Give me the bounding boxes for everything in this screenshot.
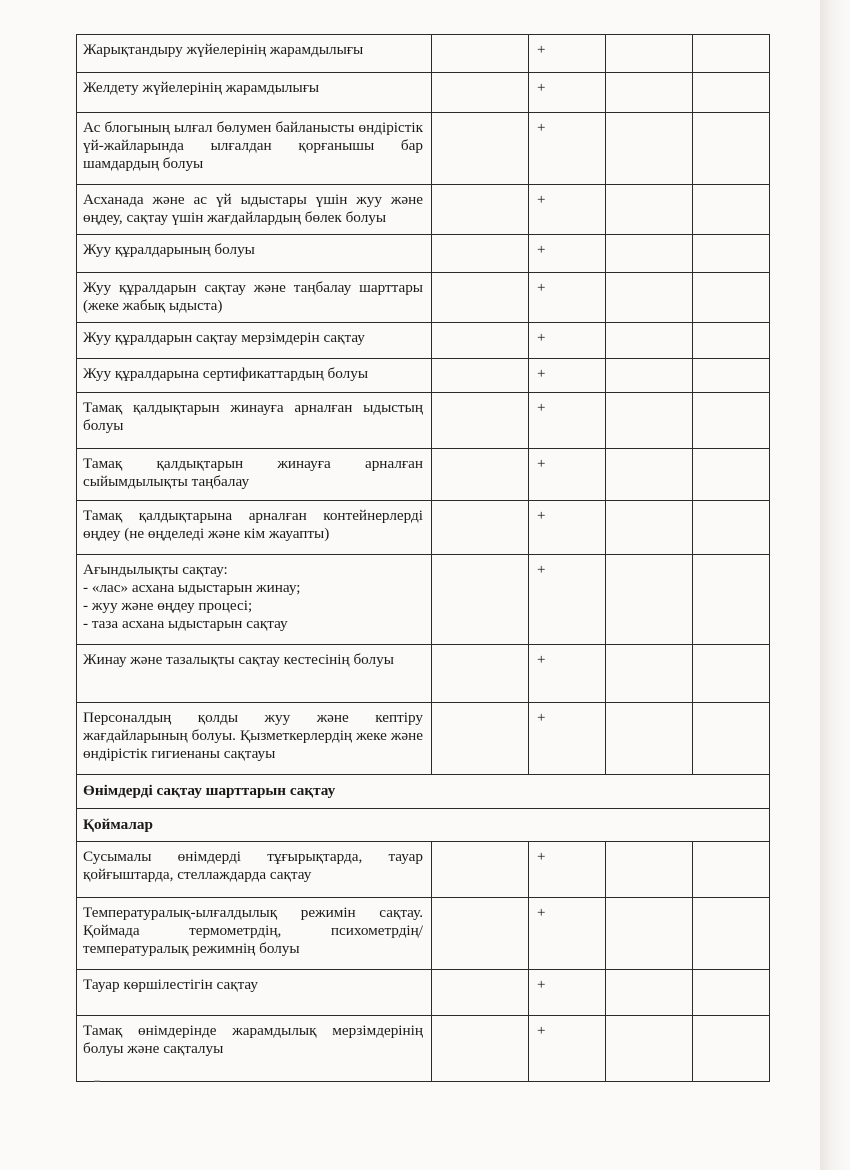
table-row (77, 273, 770, 323)
criterion-cell: Желдету жүйелерінің жарамдылығы (77, 73, 432, 113)
table-row (77, 842, 770, 898)
mark-cell (432, 323, 529, 359)
criterion-cell: Тамақ қалдықтарын жинауға арналған сыйымдылықты таңбалау (77, 449, 432, 501)
plus-mark: + (537, 120, 546, 136)
table-row (77, 1016, 770, 1082)
mark-cell (693, 1016, 770, 1082)
table-row (77, 185, 770, 235)
mark-cell (693, 970, 770, 1016)
plus-mark: + (537, 80, 546, 96)
table-row (77, 703, 770, 775)
mark-cell (529, 898, 606, 970)
mark-cell (529, 555, 606, 645)
section-row (77, 809, 770, 842)
plus-mark: + (537, 242, 546, 258)
criterion-cell (77, 555, 432, 645)
criterion-cell: Тамақ қалдықтарын жинауға арналған ыдыстың болуы (77, 393, 432, 449)
criterion-cell: Жуу құралдарының болуы (77, 235, 432, 273)
criterion-cell: Сусымалы өнімдерді тұғырықтарда, тауар қойғыштарда, стеллаждарда сақтау (77, 842, 432, 898)
mark-cell (693, 113, 770, 185)
mark-cell (606, 235, 693, 273)
scan-artifact (94, 1080, 100, 1082)
table-row (77, 323, 770, 359)
criterion-line: Ағындылықты сақтау: (83, 561, 228, 578)
table-row (77, 555, 770, 645)
mark-cell (529, 1016, 606, 1082)
plus-mark: + (537, 330, 546, 346)
mark-cell (693, 842, 770, 898)
mark-cell (606, 73, 693, 113)
plus-mark: + (537, 366, 546, 382)
mark-cell (432, 898, 529, 970)
mark-cell (432, 73, 529, 113)
mark-cell (693, 703, 770, 775)
criterion-cell: Жуу құралдарын сақтау және таңбалау шарттары (жеке жабық ыдыста) (77, 273, 432, 323)
mark-cell (606, 501, 693, 555)
plus-mark: + (537, 652, 546, 668)
mark-cell (529, 235, 606, 273)
mark-cell (529, 842, 606, 898)
mark-cell (693, 555, 770, 645)
mark-cell (529, 970, 606, 1016)
mark-cell (432, 842, 529, 898)
mark-cell (606, 703, 693, 775)
mark-cell (606, 323, 693, 359)
criterion-cell: Асханада және ас үй ыдыстары үшін жуу және өңдеу, сақтау үшін жағдайлардың бөлек болуы (77, 185, 432, 235)
table-row (77, 393, 770, 449)
plus-mark: + (537, 192, 546, 208)
mark-cell (606, 1016, 693, 1082)
mark-cell (693, 359, 770, 393)
mark-cell (529, 323, 606, 359)
plus-mark: + (537, 905, 546, 921)
criterion-cell: Жуу құралдарына сертификаттардың болуы (77, 359, 432, 393)
mark-cell (693, 449, 770, 501)
mark-cell (432, 185, 529, 235)
mark-cell (529, 501, 606, 555)
criterion-cell: Жинау және тазалықты сақтау кестесінің болуы (77, 645, 432, 703)
criterion-cell: Ас блогының ылғал бөлумен байланысты өндірістік үй-жайларында ылғалдан қорғанышы бар шамдардың болуы (77, 113, 432, 185)
mark-cell (606, 359, 693, 393)
mark-cell (529, 113, 606, 185)
mark-cell (432, 235, 529, 273)
mark-cell (432, 273, 529, 323)
mark-cell (606, 185, 693, 235)
mark-cell (432, 1016, 529, 1082)
mark-cell (606, 449, 693, 501)
mark-cell (606, 393, 693, 449)
mark-cell (693, 235, 770, 273)
mark-cell (432, 449, 529, 501)
mark-cell (432, 501, 529, 555)
mark-cell (606, 645, 693, 703)
plus-mark: + (537, 710, 546, 726)
mark-cell (529, 645, 606, 703)
plus-mark: + (537, 400, 546, 416)
criterion-cell: Тауар көршілестігін сақтау (77, 970, 432, 1016)
plus-mark: + (537, 977, 546, 993)
mark-cell (693, 73, 770, 113)
plus-mark: + (537, 280, 546, 296)
criterion-line: - жуу және өңдеу процесі; (83, 597, 253, 614)
plus-mark: + (537, 456, 546, 472)
mark-cell (606, 842, 693, 898)
mark-cell (693, 393, 770, 449)
mark-cell (432, 970, 529, 1016)
mark-cell (529, 703, 606, 775)
plus-mark: + (537, 562, 546, 578)
mark-cell (529, 393, 606, 449)
section-row (77, 775, 770, 809)
mark-cell (432, 645, 529, 703)
table-row (77, 501, 770, 555)
table-row (77, 645, 770, 703)
mark-cell (432, 703, 529, 775)
criterion-cell: Жарықтандыру жүйелерінің жарамдылығы (77, 35, 432, 73)
section-heading: Қоймалар (77, 809, 770, 842)
plus-mark: + (537, 508, 546, 524)
mark-cell (432, 113, 529, 185)
plus-mark: + (537, 42, 546, 58)
mark-cell (529, 449, 606, 501)
plus-mark: + (537, 1023, 546, 1039)
mark-cell (693, 273, 770, 323)
table-row (77, 73, 770, 113)
criterion-cell: Тамақ өнімдерінде жарамдылық мерзімдерінің болуы және сақталуы (77, 1016, 432, 1082)
mark-cell (529, 35, 606, 73)
table-row (77, 898, 770, 970)
mark-cell (606, 898, 693, 970)
mark-cell (606, 970, 693, 1016)
criterion-cell: Тамақ қалдықтарына арналған контейнерлерді өңдеу (не өңделеді және кім жауапты) (77, 501, 432, 555)
table-row (77, 359, 770, 393)
criterion-line: - «лас» асхана ыдыстарын жинау; (83, 579, 301, 596)
table-row (77, 449, 770, 501)
mark-cell (606, 555, 693, 645)
table-row (77, 235, 770, 273)
mark-cell (693, 501, 770, 555)
criterion-cell: Температуралық-ылғалдылық режимін сақтау. Қоймада термометрдің, психометрдің/температуралық режимнің болуы (77, 898, 432, 970)
mark-cell (693, 323, 770, 359)
table-row (77, 113, 770, 185)
table-row (77, 970, 770, 1016)
plus-mark: + (537, 849, 546, 865)
mark-cell (432, 555, 529, 645)
criterion-cell: Персоналдың қолды жуу және кептіру жағдайларының болуы. Қызметкерлердің жеке және өндірістік гигиенаны сақтауы (77, 703, 432, 775)
mark-cell (693, 185, 770, 235)
mark-cell (606, 113, 693, 185)
mark-cell (693, 35, 770, 73)
mark-cell (693, 645, 770, 703)
mark-cell (432, 35, 529, 73)
mark-cell (606, 35, 693, 73)
mark-cell (529, 73, 606, 113)
mark-cell (529, 273, 606, 323)
criterion-line: - таза асхана ыдыстарын сақтау (83, 615, 288, 632)
mark-cell (693, 898, 770, 970)
mark-cell (432, 359, 529, 393)
mark-cell (432, 393, 529, 449)
mark-cell (606, 273, 693, 323)
page-edge-shadow (820, 0, 850, 1170)
table-row (77, 35, 770, 73)
checklist-table (76, 34, 770, 1082)
mark-cell (529, 359, 606, 393)
criterion-cell: Жуу құралдарын сақтау мерзімдерін сақтау (77, 323, 432, 359)
mark-cell (529, 185, 606, 235)
checklist-body (77, 35, 770, 1082)
section-heading: Өнімдерді сақтау шарттарын сақтау (77, 775, 770, 809)
